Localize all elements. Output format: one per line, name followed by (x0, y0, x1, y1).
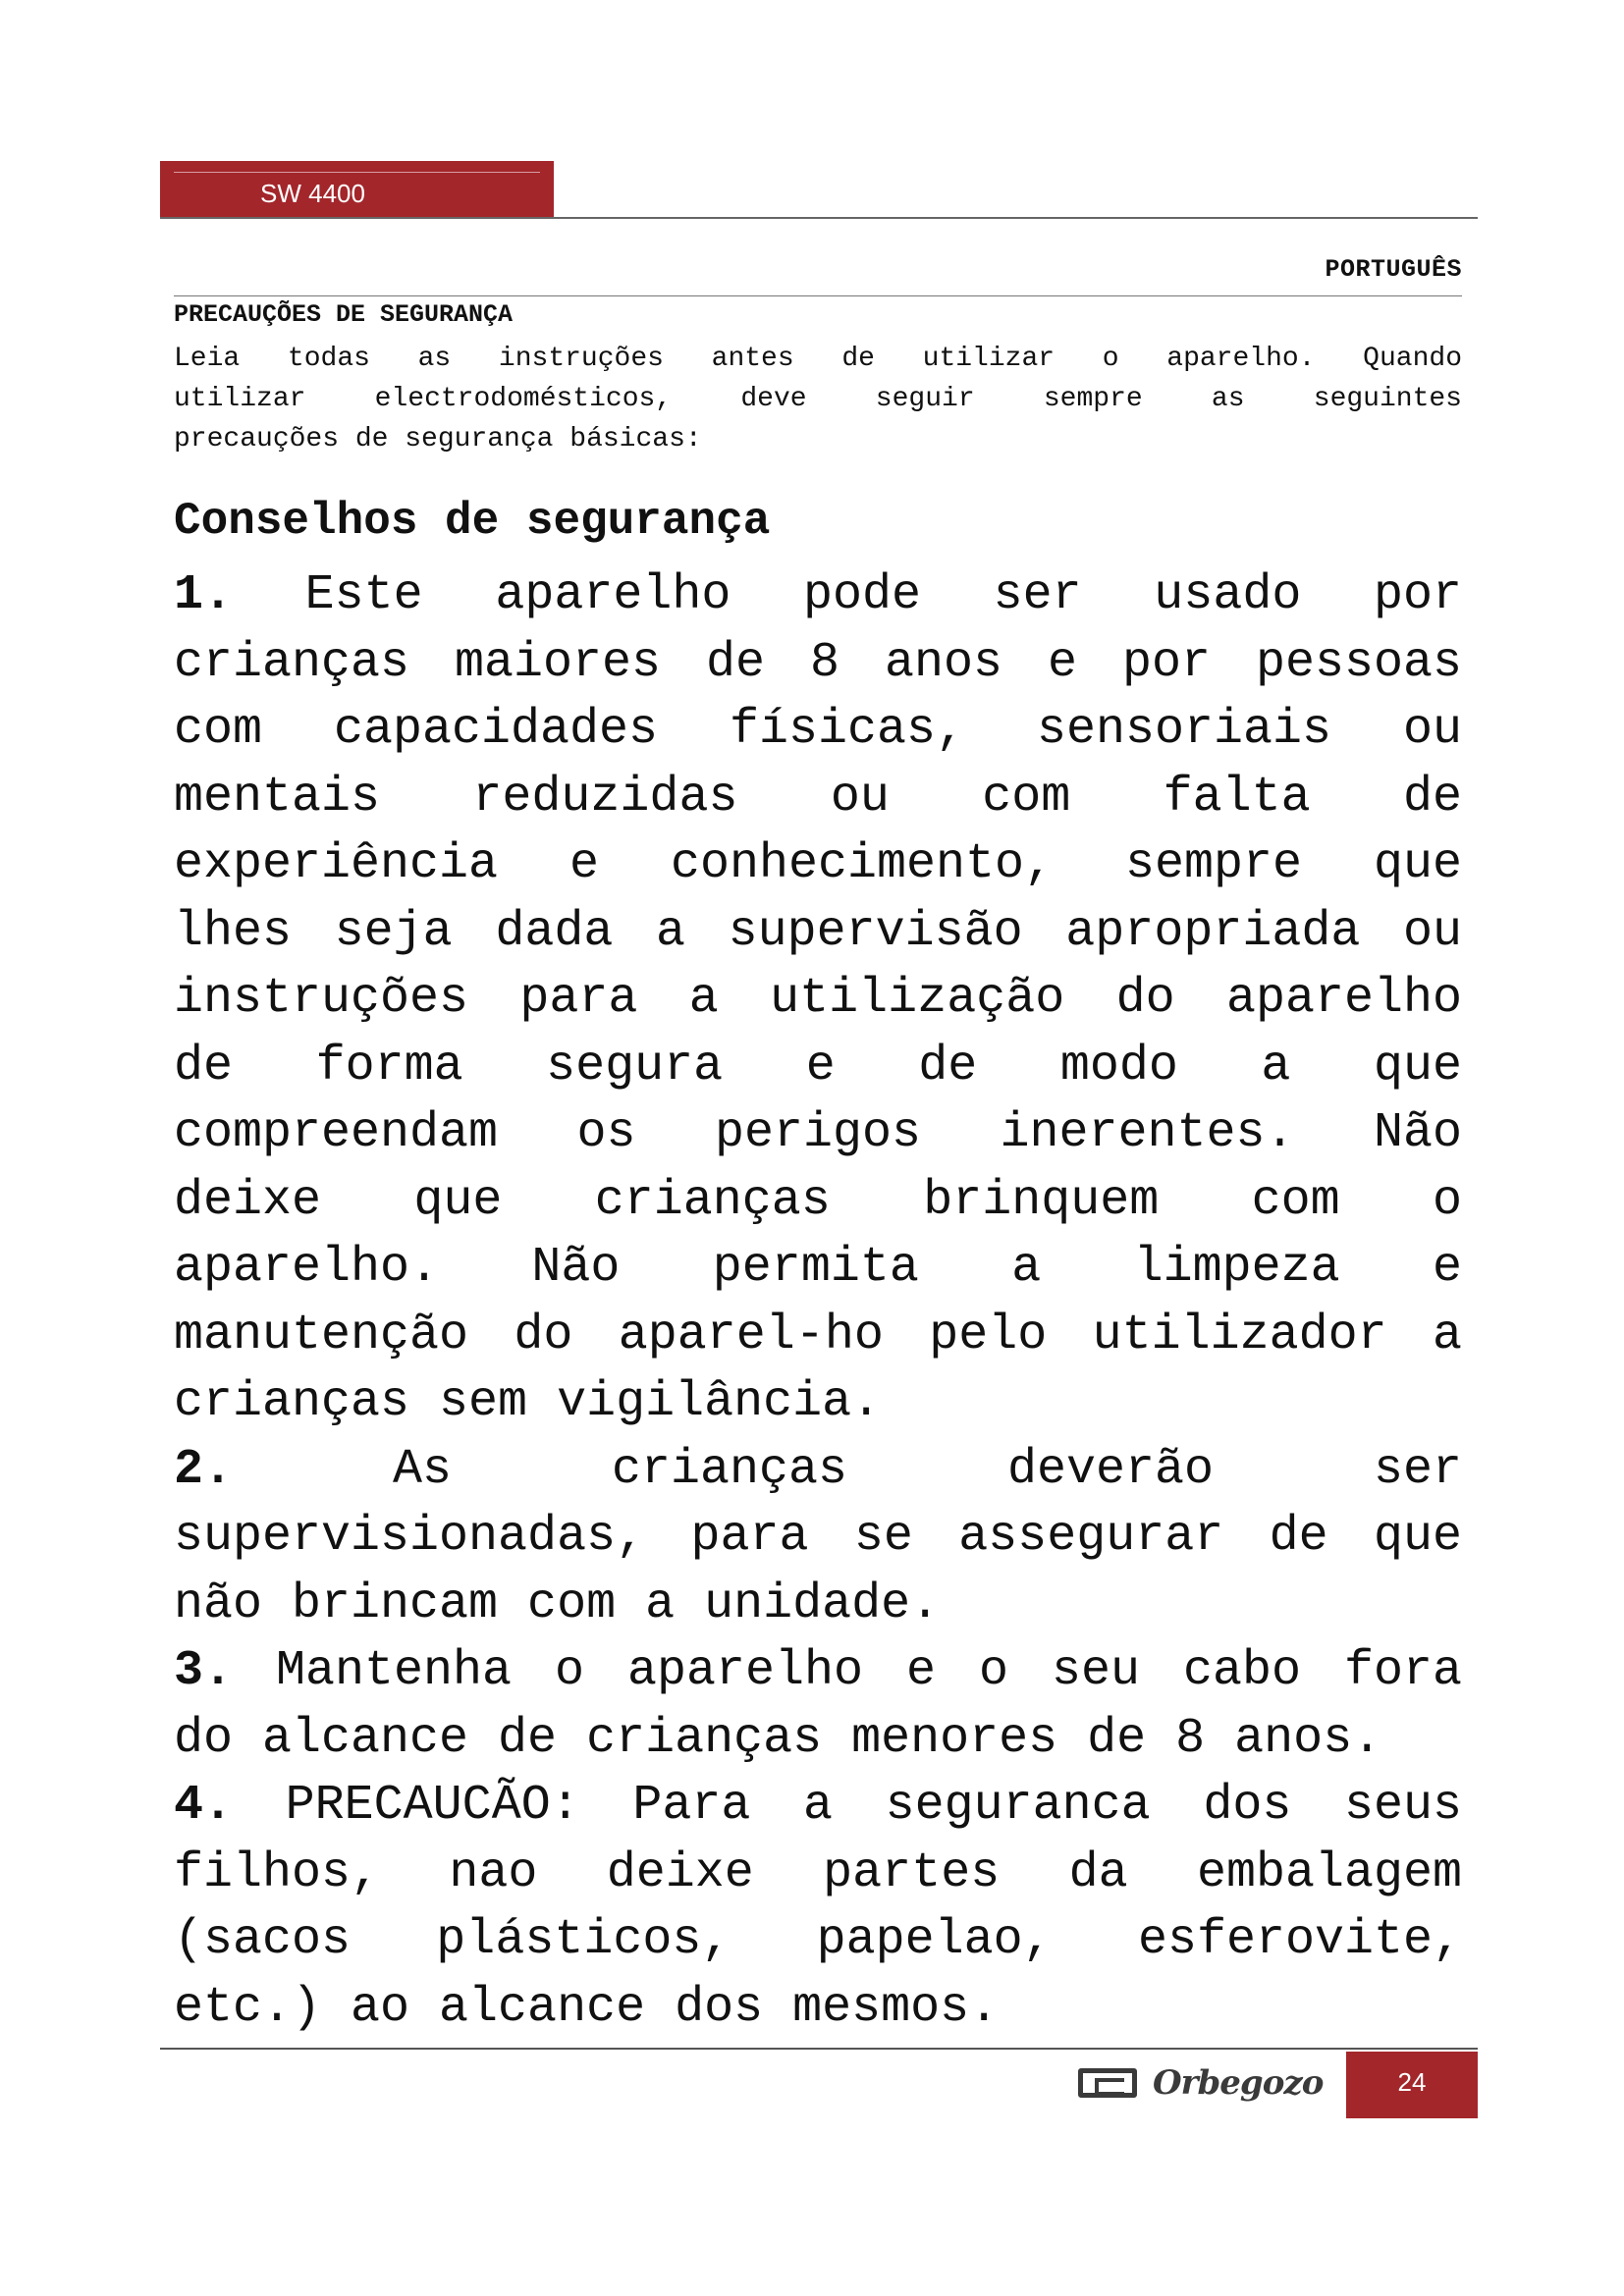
advice-list (174, 562, 1462, 2042)
advice-line: deixe que crianças brinquem com o (174, 1172, 1462, 1229)
advice-line: instruções para a utilização do aparelho (174, 971, 1462, 1027)
advice-item-1-first-line: 1. Este aparelho pode ser usado por (174, 567, 1462, 623)
advice-line: de forma segura e de modo a que (174, 1038, 1462, 1095)
advice-line: lhes seja dada a supervisão apropriada ou (174, 903, 1462, 960)
item-number: 3. (174, 1643, 234, 1699)
page-number-label: 24 (1397, 2067, 1427, 2097)
advice-line: mentais reduzidas ou com falta de (174, 769, 1462, 826)
item-number: 2. (174, 1441, 234, 1498)
language-divider (174, 295, 1462, 296)
intro-paragraph (174, 339, 1462, 459)
advice-line: supervisionadas, para se assegurar de que (174, 1509, 1462, 1565)
language-label: PORTUGUÊS (1325, 255, 1462, 284)
intro-line: Leia todas as instruções antes de utilizar o aparelho. Quando (174, 344, 1462, 374)
advice-line: manutenção do aparel-ho pelo utilizador a (174, 1307, 1462, 1363)
advice-title: Conselhos de segurança (174, 496, 771, 547)
advice-line: crianças maiores de 8 anos e por pessoas (174, 634, 1462, 691)
advice-line: etc.) ao alcance dos mesmos. (174, 1979, 1000, 2036)
brand-logo (1078, 2061, 1323, 2105)
advice-line: do alcance de crianças menores de 8 anos. (174, 1710, 1382, 1767)
advice-line: (sacos plásticos, papelao, esferovite, (174, 1912, 1462, 1968)
brand-name: Orbegozo (1153, 2063, 1324, 2103)
advice-item-2-first-line: 2. As crianças deverão ser (174, 1441, 1462, 1498)
advice-line: aparelho. Não permita a limpeza e (174, 1240, 1462, 1296)
advice-line: experiência e conhecimento, sempre que (174, 836, 1462, 892)
advice-item-3-first-line: 3. Mantenha o aparelho e o seu cabo fora (174, 1643, 1462, 1699)
header-divider (160, 217, 1478, 219)
advice-item-4-first-line: 4. PRECAUCÃO: Para a seguranca dos seus (174, 1778, 1462, 1834)
orbegozo-logo-icon (1078, 2068, 1137, 2098)
page-number (1346, 2052, 1478, 2118)
footer-divider (160, 2048, 1478, 2050)
item-number: 1. (174, 567, 234, 623)
advice-line: não brincam com a unidade. (174, 1575, 941, 1632)
model-tab (160, 161, 554, 218)
advice-line: compreendam os perigos inerentes. Não (174, 1105, 1462, 1161)
advice-line: crianças sem vigilância. (174, 1374, 882, 1430)
section-title: PRECAUÇÕES DE SEGURANÇA (174, 300, 514, 329)
intro-line: utilizar electrodomésticos, deve seguir sempre as seguintes (174, 384, 1462, 414)
advice-line: filhos, nao deixe partes da embalagem (174, 1844, 1462, 1901)
model-label: SW 4400 (260, 179, 365, 208)
item-number: 4. (174, 1778, 234, 1834)
advice-line: com capacidades físicas, sensoriais ou (174, 702, 1462, 758)
intro-line: precauções de segurança básicas: (174, 424, 702, 454)
